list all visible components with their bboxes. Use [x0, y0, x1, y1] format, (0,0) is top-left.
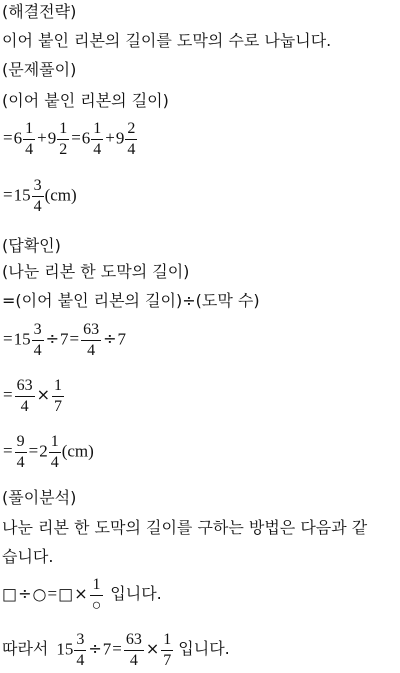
numerator: 1 — [54, 377, 62, 394]
denominator: 2 — [59, 141, 68, 158]
denominator: 7 — [163, 652, 172, 669]
strategy-text: 이어 붙인 리본의 길이를 도막의 수로 나눕니다. — [2, 31, 332, 50]
times-sign: × — [145, 639, 160, 659]
numerator: 1 — [25, 120, 34, 137]
numerator: 1 — [92, 576, 101, 593]
sentence-ending: 입니다. — [178, 639, 230, 659]
solution-label: (이어 붙인 리본의 길이) — [2, 91, 169, 110]
conclusion-equation — [2, 632, 230, 669]
equals-sign: = — [69, 329, 80, 349]
fraction — [74, 632, 86, 669]
divisor: 7 — [102, 639, 112, 659]
equals-sign: = — [3, 128, 13, 148]
numerator: 1 — [163, 631, 172, 648]
square-symbol: □ — [58, 584, 74, 604]
section-heading-analysis: (풀이분석) — [2, 488, 77, 507]
times-sign: × — [36, 385, 50, 405]
denominator: 4 — [16, 454, 25, 471]
fraction — [57, 121, 69, 158]
equals-sign: = — [47, 584, 58, 604]
numerator: 63 — [125, 631, 142, 648]
whole-number: 9 — [47, 128, 57, 148]
general-rule-equation — [2, 577, 162, 614]
equation-final-result — [2, 434, 94, 471]
equals-sign: = — [71, 128, 81, 148]
numerator: 3 — [76, 631, 85, 648]
square-symbol: □ — [2, 584, 18, 604]
fraction — [32, 178, 44, 215]
denominator: 4 — [25, 141, 34, 158]
numerator: 3 — [33, 177, 42, 194]
fraction — [91, 121, 103, 158]
numerator: 1 — [59, 120, 68, 137]
denominator: 4 — [76, 652, 85, 669]
fraction — [15, 378, 35, 415]
fraction — [124, 632, 144, 669]
section-heading-strategy: (해결전략) — [2, 2, 77, 21]
unit-label: (cm) — [61, 441, 94, 461]
equation-multiplication — [2, 378, 65, 415]
analysis-text: 나눈 리본 한 도막의 길이를 구하는 방법은 다음과 같 — [2, 518, 368, 537]
equals-sign: = — [112, 639, 122, 659]
divisor: 7 — [60, 329, 69, 349]
equation-sum-expansion — [2, 121, 138, 158]
section-heading-solution: (문제풀이) — [2, 60, 77, 79]
fraction — [90, 577, 104, 614]
conclusion-prefix: 따라서 — [2, 639, 49, 659]
denominator: 4 — [20, 398, 29, 415]
denominator: 4 — [33, 342, 42, 359]
divide-sign: ÷ — [18, 584, 32, 604]
denominator: 4 — [129, 652, 138, 669]
denominator: ○ — [91, 597, 102, 614]
fraction — [32, 322, 44, 359]
equation-division — [2, 322, 126, 359]
whole-number: 15 — [56, 639, 74, 659]
sentence-ending: 입니다. — [110, 584, 162, 604]
times-sign: × — [74, 584, 88, 604]
denominator: 4 — [33, 198, 42, 215]
whole-number: 6 — [81, 128, 91, 148]
equals-sign: = — [3, 385, 13, 405]
equals-sign: = — [3, 329, 13, 349]
numerator: 2 — [127, 120, 136, 137]
analysis-text-continued: 습니다. — [2, 547, 54, 566]
whole-number: 15 — [13, 185, 31, 205]
denominator: 4 — [87, 342, 96, 359]
fraction — [52, 378, 64, 415]
numerator: 1 — [93, 120, 102, 137]
numerator: 1 — [50, 433, 59, 450]
section-heading-check: (답확인) — [2, 236, 61, 255]
denominator: 7 — [54, 398, 62, 415]
fraction — [81, 322, 101, 359]
divide-sign: ÷ — [45, 329, 59, 349]
denominator: 4 — [93, 141, 102, 158]
numerator: 3 — [33, 321, 42, 338]
denominator: 4 — [50, 454, 59, 471]
fraction — [125, 121, 137, 158]
denominator: 4 — [127, 141, 136, 158]
plus-sign: + — [37, 128, 47, 148]
divisor: 7 — [117, 329, 126, 349]
fraction — [23, 121, 35, 158]
unit-label: (cm) — [44, 185, 77, 205]
check-formula: =(이어 붙인 리본의 길이)÷(도막 수) — [2, 291, 260, 310]
whole-number: 2 — [39, 441, 48, 461]
numerator: 9 — [16, 433, 25, 450]
numerator: 63 — [83, 321, 100, 338]
fraction — [49, 434, 61, 471]
equals-sign: = — [28, 441, 39, 461]
divide-sign: ÷ — [103, 329, 117, 349]
check-label: (나눈 리본 한 도막의 길이) — [2, 262, 190, 281]
equation-sum-result — [2, 178, 77, 215]
whole-number: 15 — [13, 329, 31, 349]
fraction — [161, 632, 173, 669]
whole-number: 9 — [115, 128, 125, 148]
numerator: 63 — [16, 377, 33, 394]
fraction — [15, 434, 27, 471]
divide-sign: ÷ — [88, 639, 102, 659]
plus-sign: + — [105, 128, 115, 148]
equals-sign: = — [3, 441, 13, 461]
whole-number: 6 — [13, 128, 23, 148]
circle-symbol: ○ — [32, 584, 47, 604]
equals-sign: = — [3, 185, 13, 205]
